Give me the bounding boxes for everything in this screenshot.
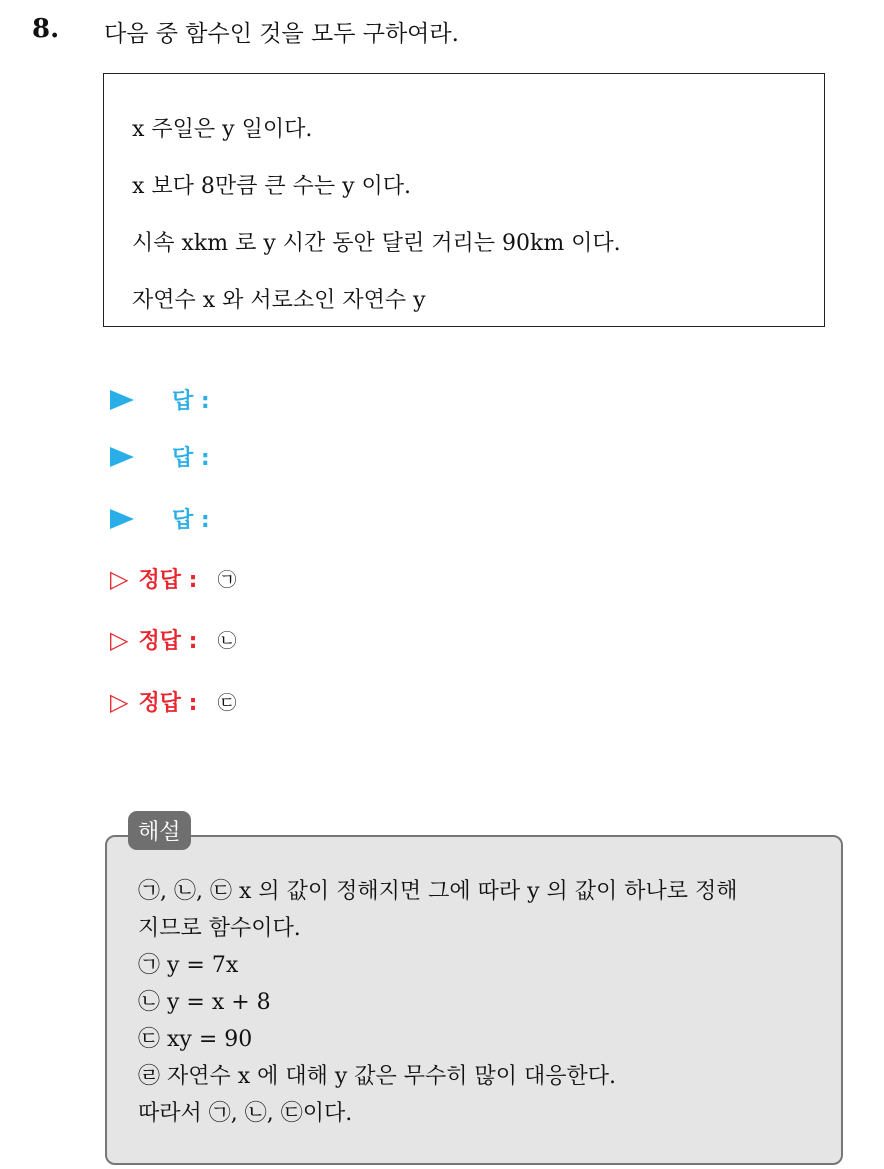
play-triangle-icon bbox=[110, 447, 134, 467]
correct-answer-row bbox=[110, 624, 236, 655]
correct-answer-row bbox=[110, 686, 236, 717]
explanation-line: ㉢ xy = 90 bbox=[138, 1027, 253, 1052]
question-number: 8. bbox=[32, 14, 60, 44]
answer-label: 답 : bbox=[172, 389, 210, 414]
correct-answer-row bbox=[110, 563, 236, 594]
answer-label: 답 : bbox=[172, 508, 210, 533]
answer-row[interactable] bbox=[110, 441, 210, 472]
answer-row[interactable] bbox=[110, 384, 210, 415]
outline-triangle-icon: ▷ bbox=[110, 625, 129, 654]
explanation-tag: 해설 bbox=[128, 811, 191, 850]
explanation-line: ㉠ y = 7x bbox=[138, 953, 239, 978]
choice-item: x 주일은 y 일이다. bbox=[132, 117, 313, 142]
explanation-line: 따라서 ㉠, ㉡, ㉢이다. bbox=[138, 1101, 353, 1126]
explanation-line: ㉣ 자연수 x 에 대해 y 값은 무수히 많이 대응한다. bbox=[138, 1064, 617, 1089]
outline-triangle-icon: ▷ bbox=[110, 687, 129, 716]
explanation-line: ㉡ y = x + 8 bbox=[138, 990, 271, 1015]
explanation-line: 지므로 함수이다. bbox=[138, 916, 301, 941]
question-text: 다음 중 함수인 것을 모두 구하여라. bbox=[104, 21, 459, 47]
explanation-line: ㉠, ㉡, ㉢ x 의 값이 정해지면 그에 따라 y 의 값이 하나로 정해 bbox=[138, 879, 738, 904]
answer-label: 답 : bbox=[172, 446, 210, 471]
correct-label: 정답 : bbox=[138, 629, 198, 654]
correct-label: 정답 : bbox=[138, 691, 198, 716]
choice-item: x 보다 8만큼 큰 수는 y 이다. bbox=[132, 174, 412, 199]
correct-value: ㉡ bbox=[217, 630, 237, 652]
outline-triangle-icon: ▷ bbox=[110, 564, 129, 593]
correct-label: 정답 : bbox=[138, 568, 198, 593]
play-triangle-icon bbox=[110, 390, 134, 410]
choice-item: 시속 xkm 로 y 시간 동안 달린 거리는 90km 이다. bbox=[132, 231, 621, 256]
correct-value: ㉠ bbox=[217, 569, 237, 591]
choice-box bbox=[103, 73, 825, 327]
choice-item: 자연수 x 와 서로소인 자연수 y bbox=[132, 288, 426, 313]
correct-value: ㉢ bbox=[217, 692, 237, 714]
play-triangle-icon bbox=[110, 509, 134, 529]
answer-row[interactable] bbox=[110, 503, 210, 534]
